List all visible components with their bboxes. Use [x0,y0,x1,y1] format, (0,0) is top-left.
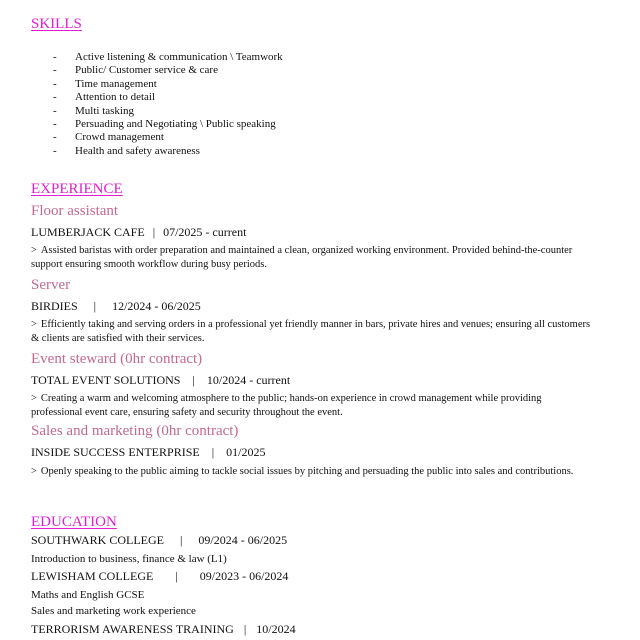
education-entry: LEWISHAM COLLEGE | 09/2023 - 06/2024 [31,569,289,583]
job-role: Floor assistant [31,203,119,219]
education-institution: SOUTHWARK COLLEGE [31,533,164,547]
job-description: > Efficiently taking and serving orders in a professional yet friendly manner in bars, private hires and venues; ensuring all customers & clients are satisfied with their services. [31,319,591,344]
list-item: - Attention to detail [53,91,156,104]
education-entry: SOUTHWARK COLLEGE | 09/2024 - 06/2025 [31,533,288,547]
list-item: - Health and safety awareness [53,144,200,157]
job-role: Event steward (0hr contract) [31,351,203,367]
job-company-line: LUMBERJACK CAFE | 07/2025 - current [31,225,247,239]
experience-heading: EXPERIENCE [31,181,123,197]
job-role: Server [31,277,71,293]
job-company: BIRDIES [31,299,78,313]
education-detail: Maths and English GCSE [31,589,145,601]
job-company-line: BIRDIES | 12/2024 - 06/2025 [31,299,201,313]
job-company: LUMBERJACK CAFE [31,225,145,239]
job-dates: 12/2024 - 06/2025 [112,299,201,313]
job-company: TOTAL EVENT SOLUTIONS [31,373,181,387]
job-description: > Assisted baristas with order preparation and maintained a clean, organized working environment. Provided behind-the-counter support ensuring smooth workflow during busy periods. [31,245,573,270]
education-institution: TERRORISM AWARENESS TRAINING [31,622,234,636]
skills-heading: SKILLS [31,16,82,32]
list-item: - Active listening & communication \ Teamwork [53,51,283,63]
job-company-line: TOTAL EVENT SOLUTIONS | 10/2024 - current [31,373,291,387]
list-item: - Time management [53,77,157,90]
education-entry: TERRORISM AWARENESS TRAINING | 10/2024 [31,622,296,636]
job-role: Sales and marketing (0hr contract) [31,423,239,439]
job-company-line: INSIDE SUCCESS ENTERPRISE | 01/2025 [31,445,266,459]
list-item: - Persuading and Negotiating \ Public speaking [53,117,276,130]
education-dates: 09/2024 - 06/2025 [198,533,288,547]
job-description: > Creating a warm and welcoming atmosphere to the public; hands-on experience in crowd management while providing professional event care, ensuring safety and security throughout the event. [31,393,542,418]
list-item: - Crowd management [53,131,164,144]
education-dates: 10/2024 [256,622,296,636]
education-heading: EDUCATION [31,514,117,530]
job-dates: 10/2024 - current [206,373,291,387]
list-item: - Multi tasking [53,104,134,117]
education-institution: LEWISHAM COLLEGE [31,569,154,583]
education-detail: Sales and marketing work experience [31,605,196,617]
job-description: > Openly speaking to the public aiming to tackle social issues by pitching and persuading the public into sales and contributions. [31,466,574,477]
job-company: INSIDE SUCCESS ENTERPRISE [31,445,200,459]
job-dates: 01/2025 [226,445,266,459]
skills-list [53,51,283,158]
job-dates: 07/2025 - current [163,225,247,239]
list-item: - Public/ Customer service & care [53,64,218,77]
education-dates: 09/2023 - 06/2024 [199,569,289,583]
education-detail: Introduction to business, finance & law (L1) [31,553,227,565]
